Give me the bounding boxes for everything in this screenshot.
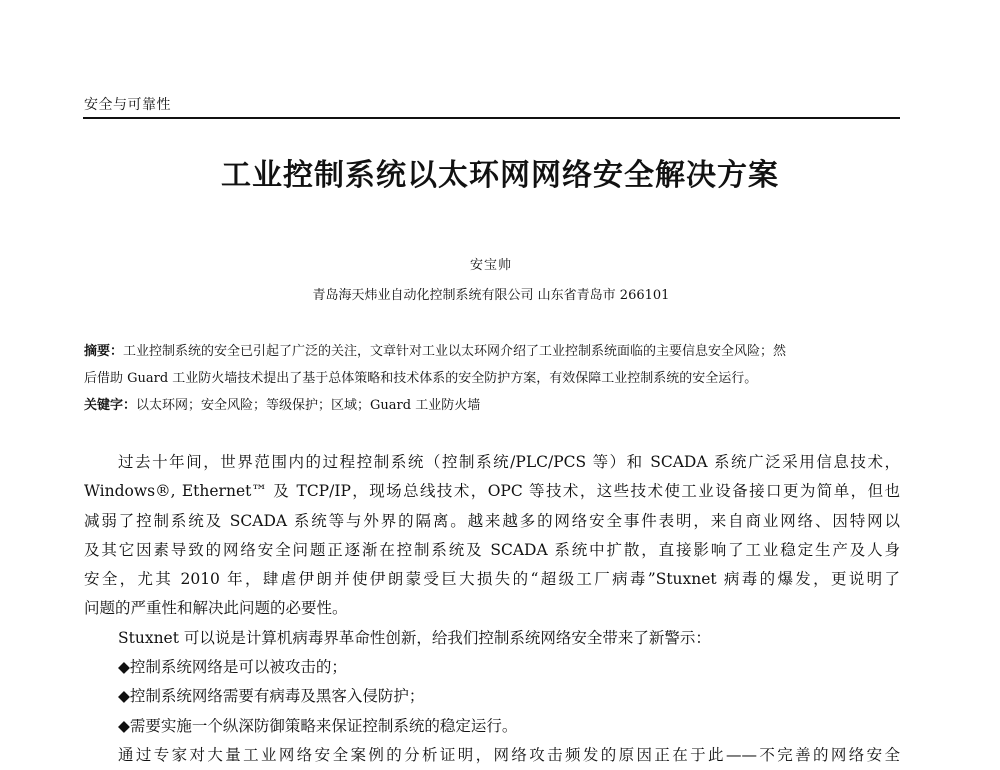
paragraph-1-line: Windows®, Ethernet™ 及 TCP/IP，现场总线技术，OPC 等技术，这些技术使工业设备接口更为简单，但也 — [84, 482, 900, 501]
header-divider — [83, 117, 900, 119]
running-header: 安全与可靠性 — [84, 97, 171, 113]
keywords-text: 以太环网；安全风险；等级保护；区域；Guard 工业防火墙 — [136, 398, 481, 413]
author-name: 安宝帅 — [469, 258, 512, 273]
bullet-item: ◆控制系统网络需要有病毒及黑客入侵防护； — [118, 687, 425, 706]
paragraph-1-line: 减弱了控制系统及 SCADA 系统等与外界的隔离。越来越多的网络安全事件表明，来自商业网络、因特网以 — [84, 511, 900, 530]
body-text — [84, 448, 900, 770]
bullet-item: ◆需要实施一个纵深防御策略来保证控制系统的稳定运行。 — [118, 716, 518, 735]
paper-title: 工业控制系统以太环网网络安全解决方案 — [221, 158, 779, 193]
keywords — [84, 395, 900, 417]
paragraph-2: Stuxnet 可以说是计算机病毒界革命性创新，给我们控制系统网络安全带来了新警示： — [118, 628, 711, 647]
bullet-item: ◆控制系统网络是可以被攻击的； — [118, 658, 347, 677]
keywords-label: 关键字： — [84, 398, 137, 413]
abstract-label: 摘要： — [84, 344, 124, 359]
paragraph-1-line: 过去十年间，世界范围内的过程控制系统（控制系统/PLC/PCS 等）和 SCADA 系统广泛采用信息技术， — [118, 453, 900, 471]
abstract-line-1 — [84, 338, 900, 365]
author-affiliation: 青岛海天炜业自动化控制系统有限公司 山东省青岛市 266101 — [312, 288, 670, 303]
paragraph-1-line: 问题的严重性和解决此问题的必要性。 — [84, 599, 348, 618]
paragraph-3-line: 通过专家对大量工业网络安全案例的分析证明，网络攻击频发的原因正在于此——不完善的网络安全 — [118, 745, 900, 764]
paragraph-1-line: 及其它因素导致的网络安全问题正逐渐在控制系统及 SCADA 系统中扩散，直接影响了工业稳定生产及人身 — [84, 540, 900, 559]
abstract-text-1: 工业控制系统的安全已引起了广泛的关注，文章针对工业以太环网介绍了工业控制系统面临的主要信息安全风险；然 — [123, 344, 787, 359]
abstract — [84, 338, 900, 392]
abstract-line-2: 后借助 Guard 工业防火墙技术提出了基于总体策略和技术体系的安全防护方案，有效保障工业控制系统的安全运行。 — [84, 371, 758, 386]
paragraph-1-line: 安全，尤其 2010 年，肆虐伊朗并使伊朗蒙受巨大损失的“超级工厂病毒”Stuxnet 病毒的爆发，更说明了 — [84, 570, 900, 589]
